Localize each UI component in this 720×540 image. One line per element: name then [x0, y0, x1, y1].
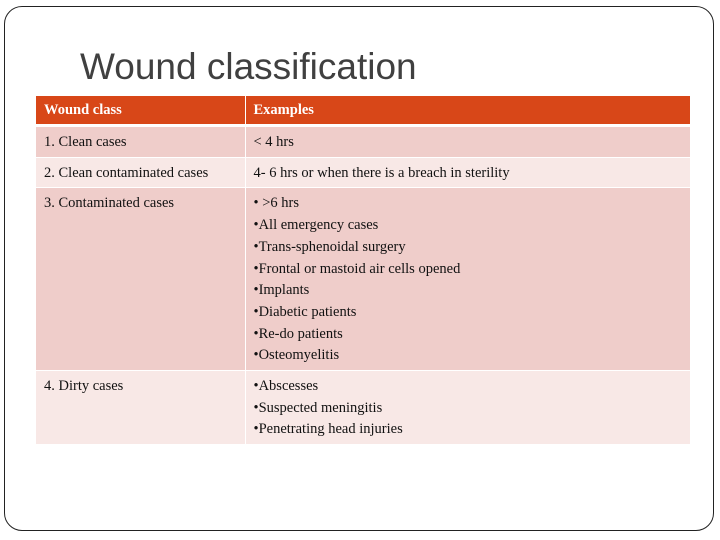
example-item: •Diabetic patients	[253, 303, 357, 320]
example-item: •Frontal or mastoid air cells opened	[253, 260, 461, 277]
example-item: •Abscesses	[253, 378, 319, 395]
example-item: 4- 6 hrs or when there is a breach in sterility	[253, 164, 510, 181]
wound-classification-table	[36, 96, 690, 445]
wound-class-cell: 4. Dirty cases	[36, 371, 245, 445]
wound-class-cell: 3. Contaminated cases	[36, 188, 245, 371]
example-item: •Trans-sphenoidal surgery	[253, 238, 406, 255]
header-examples: Examples	[245, 96, 690, 126]
example-item: •Osteomyelitis	[253, 347, 340, 364]
example-item: •Re-do patients	[253, 325, 343, 342]
wound-class-cell: 1. Clean cases	[36, 126, 245, 158]
table-row	[36, 188, 690, 371]
header-wound-class: Wound class	[36, 96, 245, 126]
example-item: • >6 hrs	[253, 195, 299, 212]
table-row	[36, 126, 690, 158]
example-item: < 4 hrs	[253, 134, 294, 150]
examples-cell	[245, 126, 690, 158]
example-item: •Penetrating head injuries	[253, 421, 403, 438]
examples-cell	[245, 188, 690, 371]
examples-cell	[245, 157, 690, 188]
wound-class-cell: 2. Clean contaminated cases	[36, 157, 245, 188]
example-item: •Suspected meningitis	[253, 399, 383, 416]
slide-title: Wound classification	[80, 46, 417, 87]
example-item: •All emergency cases	[253, 217, 379, 234]
examples-cell	[245, 371, 690, 445]
table-header-row	[36, 96, 690, 126]
table-row	[36, 157, 690, 188]
table-row	[36, 371, 690, 445]
example-item: •Implants	[253, 282, 310, 299]
